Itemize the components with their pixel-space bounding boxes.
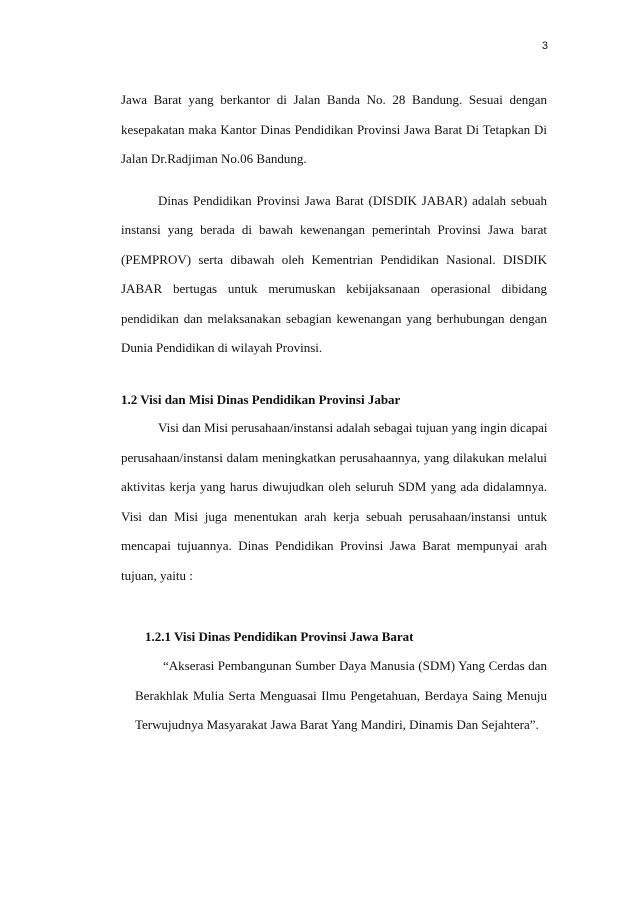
quote-line: “Akserasi Pembangunan Sumber Daya Manusia (SDM) Yang Cerdas dan xyxy=(163,658,547,673)
paragraph-line: Visi dan Misi perusahaan/instansi adalah sebagai tujuan yang ingin dicapai xyxy=(158,420,548,435)
paragraph-line: Jawa Barat yang berkantor di Jalan Banda No. 28 Bandung. Sesuai dengan xyxy=(121,92,547,107)
paragraph-line: aktivitas kerja yang harus diwujudkan oleh seluruh SDM yang ada didalamnya. xyxy=(121,479,547,494)
paragraph-line: kesepakatan maka Kantor Dinas Pendidikan Provinsi Jawa Barat Di Tetapkan Di xyxy=(121,122,547,137)
paragraph-line: Jalan Dr.Radjiman No.06 Bandung. xyxy=(121,151,307,166)
paragraph-line: Dunia Pendidikan di wilayah Provinsi. xyxy=(121,340,323,355)
page-number: 3 xyxy=(541,40,548,52)
paragraph-line: tujuan, yaitu : xyxy=(121,568,193,583)
paragraph-line: Dinas Pendidikan Provinsi Jawa Barat (DISDIK JABAR) adalah sebuah xyxy=(158,193,547,208)
paragraph-line: mencapai tujuannya. Dinas Pendidikan Provinsi Jawa Barat mempunyai arah xyxy=(121,538,547,553)
subsection-heading: 1.2.1 Visi Dinas Pendidikan Provinsi Jawa Barat xyxy=(145,629,414,644)
paragraph-line: JABAR bertugas untuk merumuskan kebijaksanaan operasional dibidang xyxy=(121,281,547,296)
section-heading: 1.2 Visi dan Misi Dinas Pendidikan Provinsi Jabar xyxy=(121,392,401,407)
paragraph-line: Visi dan Misi juga menentukan arah kerja sebuah perusahaan/instansi untuk xyxy=(121,509,547,524)
quote-line: Berakhlak Mulia Serta Menguasai Ilmu Pengetahuan, Berdaya Saing Menuju xyxy=(135,688,547,703)
quote-line: Terwujudnya Masyarakat Jawa Barat Yang Mandiri, Dinamis Dan Sejahtera”. xyxy=(135,717,539,732)
paragraph-line: (PEMPROV) serta dibawah oleh Kementrian Pendidikan Nasional. DISDIK xyxy=(121,252,547,267)
paragraph-line: perusahaan/instansi dalam meningkatkan perusahaannya, yang dilakukan melalui xyxy=(121,450,547,465)
paragraph-line: pendidikan dan melaksanakan sebagian kewenangan yang berhubungan dengan xyxy=(121,311,547,326)
paragraph-line: instansi yang berada di bawah kewenangan pemerintah Provinsi Jawa barat xyxy=(121,222,547,237)
